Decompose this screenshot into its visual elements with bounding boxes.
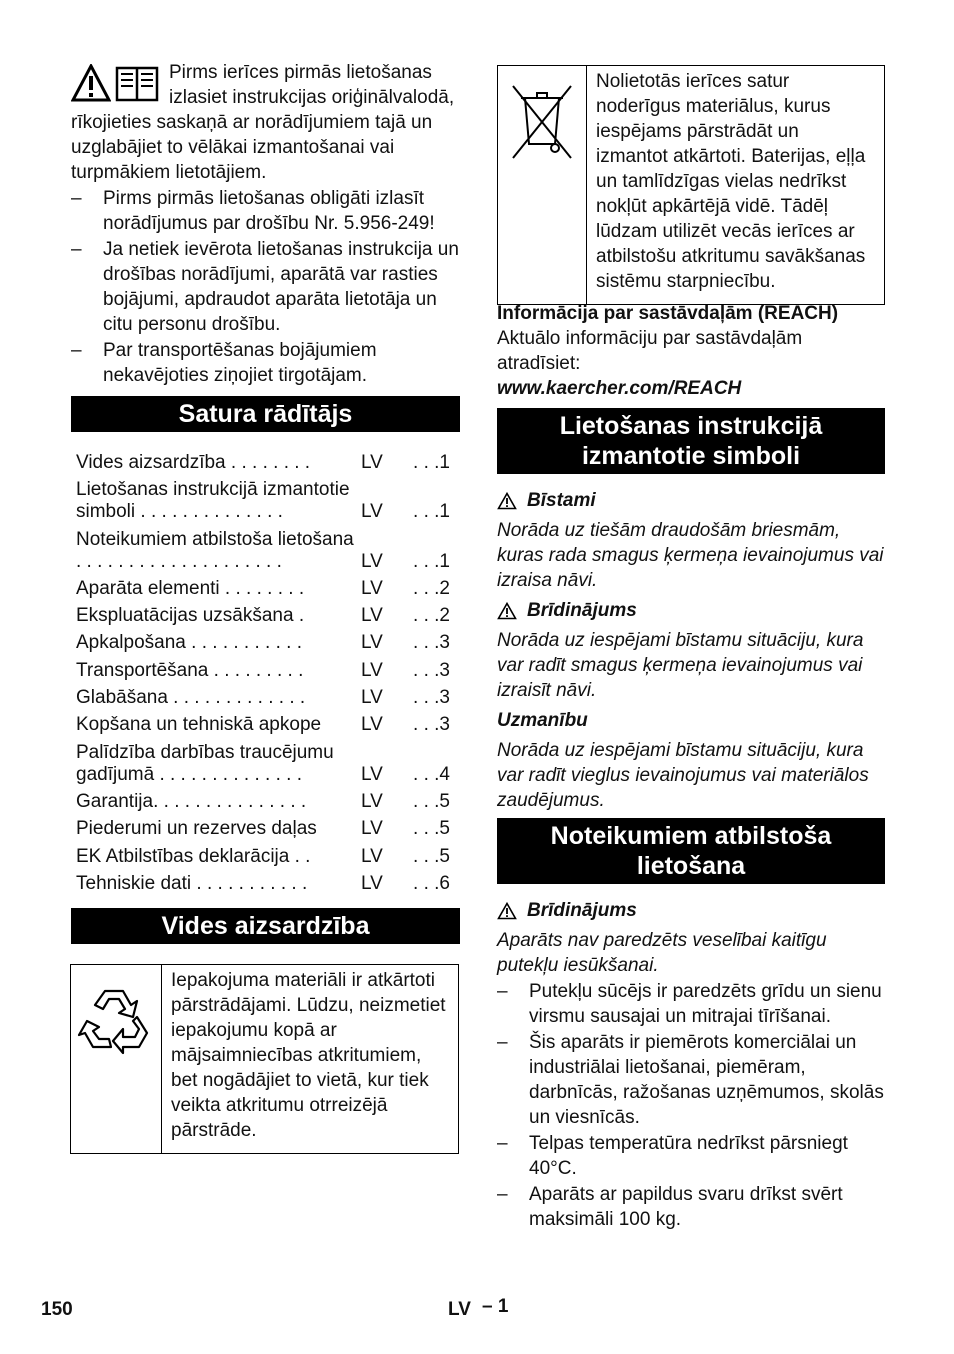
- toc-row[interactable]: [71, 529, 460, 573]
- reach-text: Aktuālo informāciju par sastāvdaļām atradīsiet:: [497, 328, 803, 374]
- toc-title: EK Atbilstības deklarācija . .: [76, 845, 311, 867]
- toc-page: . . .2: [413, 577, 450, 599]
- toc-row[interactable]: [71, 578, 460, 600]
- toc-title: Kopšana un tehniskā apkope: [76, 714, 322, 736]
- danger-text: Norāda uz tiešām draudošām briesmām, kuras rada smagus ķermeņa ievainojumus vai izraisa nāvi.: [497, 520, 884, 591]
- weee-text: Nolietotās ierīces satur noderīgus materiālus, kurus iespējams pārstrādāt un izmantot atkārtoti. Baterijas, eļļa un tamlīdzīgas vielas nedrīkst nokļūt apkārtējā vidē. Tādēļ lūdzam utilizēt vecās ierīces ar atbilstošu atkritumu savākšanas sistēmu starpniecību.: [596, 71, 866, 292]
- toc-page: . . .5: [413, 845, 450, 867]
- toc-page: . . .5: [413, 790, 450, 812]
- list-item: – Par transportēšanas bojājumiem nekavējoties ziņojiet tirgotājam.: [71, 338, 460, 388]
- weee-icon-cell: [498, 66, 587, 304]
- table-of-contents: [71, 452, 460, 900]
- toc-row[interactable]: [71, 714, 460, 736]
- toc-lang: LV: [361, 605, 383, 627]
- toc-page: . . .5: [413, 818, 450, 840]
- toc-page: . . .2: [413, 605, 450, 627]
- toc-title: Piederumi un rezerves daļas: [76, 818, 317, 840]
- reach-link[interactable]: www.kaercher.com/REACH: [497, 378, 742, 399]
- manual-book-icon: [115, 64, 159, 102]
- toc-page: . . .3: [413, 714, 450, 736]
- toc-title: Vides aizsardzība . . . . . . . .: [76, 452, 311, 473]
- toc-row[interactable]: [71, 742, 460, 786]
- toc-lang: LV: [361, 845, 383, 867]
- toc-lang: LV: [361, 763, 383, 785]
- warning-triangle-icon: [497, 902, 517, 920]
- footer-lang: LV: [448, 1299, 471, 1320]
- toc-row[interactable]: [71, 873, 460, 895]
- toc-row[interactable]: [71, 605, 460, 627]
- list-item: – Telpas temperatūra nedrīkst pārsniegt 40°C.: [497, 1131, 885, 1181]
- toc-lang: LV: [361, 790, 383, 812]
- toc-page: . . .4: [413, 763, 450, 785]
- list-item: – Pirms pirmās lietošanas obligāti izlasīt norādījumus par drošību Nr. 5.956-249!: [71, 186, 460, 236]
- toc-page: . . .3: [413, 659, 450, 681]
- toc-page: . . .6: [413, 872, 450, 894]
- footer-subpage: – 1: [482, 1296, 509, 1317]
- caution-label: Uzmanību: [497, 710, 588, 731]
- toc-title: Glabāšana . . . . . . . . . . . . .: [76, 687, 306, 709]
- warning-triangle-icon: [497, 602, 517, 620]
- toc-lang: LV: [361, 687, 383, 709]
- toc-title: Palīdzība darbības traucējumu gadījumā . . . . . . . . . . . . . .: [76, 741, 334, 785]
- toc-heading: Satura rādītājs: [71, 396, 460, 432]
- danger-label: Bīstami: [527, 490, 596, 511]
- toc-title: Aparāta elementi . . . . . . . .: [76, 577, 305, 599]
- toc-lang: LV: [361, 818, 383, 840]
- weee-box: [497, 65, 885, 305]
- recycle-text: Iepakojuma materiāli ir atkārtoti pārstrādājami. Lūdzu, neizmetiet iepakojumu kopā ar mājsaimniecības atkritumiem, bet nogādājiet to vietā, kur tiek veikta atkritumu otrreizējā pārstrāde.: [171, 970, 446, 1141]
- proper-use-section: [497, 898, 885, 1232]
- page-number: 150: [41, 1299, 73, 1320]
- toc-page: . . .3: [413, 687, 450, 709]
- toc-lang: LV: [361, 501, 383, 523]
- recycle-icon: [77, 981, 155, 1059]
- list-item: – Ja netiek ievērota lietošanas instrukcija un drošības norādījumi, aparātā var rasties bojājumi, apdraudot aparāta lietotāja un citu personu drošību.: [71, 237, 460, 337]
- toc-row[interactable]: [71, 818, 460, 840]
- toc-title: Ekspluatācijas uzsākšana .: [76, 605, 305, 627]
- proper-use-list: [497, 979, 885, 1232]
- list-item: – Putekļu sūcējs ir paredzēts grīdu un sienu virsmu sausajai un mitrajai tīrīšanai.: [497, 979, 885, 1029]
- warning-heading: [497, 598, 885, 623]
- proper-use-warning-text: Aparāts nav paredzēts veselībai kaitīgu putekļu iesūkšanai.: [497, 930, 827, 976]
- caution-text: Norāda uz iespējami bīstamu situāciju, kura var radīt vieglus ievainojumus vai materiālos zaudējumus.: [497, 740, 869, 811]
- recycle-box: [70, 964, 459, 1154]
- list-item: – Aparāts ar papildus svaru drīkst svērt maksimāli 100 kg.: [497, 1182, 885, 1232]
- toc-page: . . .1: [413, 452, 450, 473]
- intro-section: [71, 60, 460, 388]
- toc-row[interactable]: [71, 632, 460, 654]
- toc-lang: LV: [361, 452, 383, 473]
- toc-row[interactable]: [71, 791, 460, 813]
- proper-use-heading: Noteikumiem atbilstoša lietošana: [497, 818, 885, 884]
- warning-triangle-icon: [71, 64, 111, 102]
- toc-title: Tehniskie dati . . . . . . . . . . .: [76, 872, 308, 894]
- toc-title: Noteikumiem atbilstoša lietošana . . . . . . . . . . . . . . . . . . . .: [76, 528, 354, 572]
- toc-title: Transportēšana . . . . . . . . .: [76, 659, 304, 681]
- toc-row[interactable]: [71, 452, 460, 474]
- toc-page: . . .3: [413, 632, 450, 654]
- reach-title: Informācija par sastāvdaļām (REACH): [497, 303, 839, 324]
- toc-page: . . .1: [413, 501, 450, 523]
- symbols-section: [497, 488, 885, 813]
- toc-row[interactable]: [71, 479, 460, 523]
- warning-text: Norāda uz iespējami bīstamu situāciju, kura var radīt smagus ķermeņa ievainojumus vai izraisīt nāvi.: [497, 630, 864, 701]
- toc-lang: LV: [361, 550, 383, 572]
- danger-heading: [497, 488, 885, 513]
- proper-use-warning-heading: [497, 898, 885, 923]
- toc-page: . . .1: [413, 550, 450, 572]
- toc-lang: LV: [361, 714, 383, 736]
- toc-lang: LV: [361, 659, 383, 681]
- crossed-bin-icon: [511, 84, 573, 160]
- intro-list: [71, 186, 460, 388]
- warning-label: Brīdinājums: [527, 600, 637, 621]
- symbols-heading: Lietošanas instrukcijā izmantotie simboli: [497, 408, 885, 474]
- toc-title: Garantija. . . . . . . . . . . . . . .: [76, 790, 307, 812]
- intro-icons: [71, 64, 161, 108]
- proper-use-warning-label: Brīdinājums: [527, 900, 637, 921]
- warning-triangle-icon: [497, 492, 517, 510]
- intro-text: Pirms ierīces pirmās lietošanas izlasiet instrukcijas oriģinālvalodā, rīkojieties saskaņā ar norādījumiem tajā un uzglabājiet to vēlākai izmantošanai vai turpmākiem lietotājiem.: [71, 62, 455, 183]
- toc-row[interactable]: [71, 687, 460, 709]
- toc-row[interactable]: [71, 846, 460, 868]
- toc-lang: LV: [361, 632, 383, 654]
- environment-heading: Vides aizsardzība: [71, 908, 460, 944]
- reach-section: [497, 301, 885, 401]
- toc-lang: LV: [361, 872, 383, 894]
- list-item: – Šis aparāts ir piemērots komerciālai un industriālai lietošanai, piemēram, darbnīcās, ražošanas uzņēmumos, skolās un viesnīcās.: [497, 1030, 885, 1130]
- recycle-icon-cell: [71, 965, 162, 1153]
- toc-lang: LV: [361, 577, 383, 599]
- toc-title: Lietošanas instrukcijā izmantotie simboli . . . . . . . . . . . . . .: [76, 479, 350, 523]
- toc-title: Apkalpošana . . . . . . . . . . .: [76, 632, 302, 654]
- toc-row[interactable]: [71, 660, 460, 682]
